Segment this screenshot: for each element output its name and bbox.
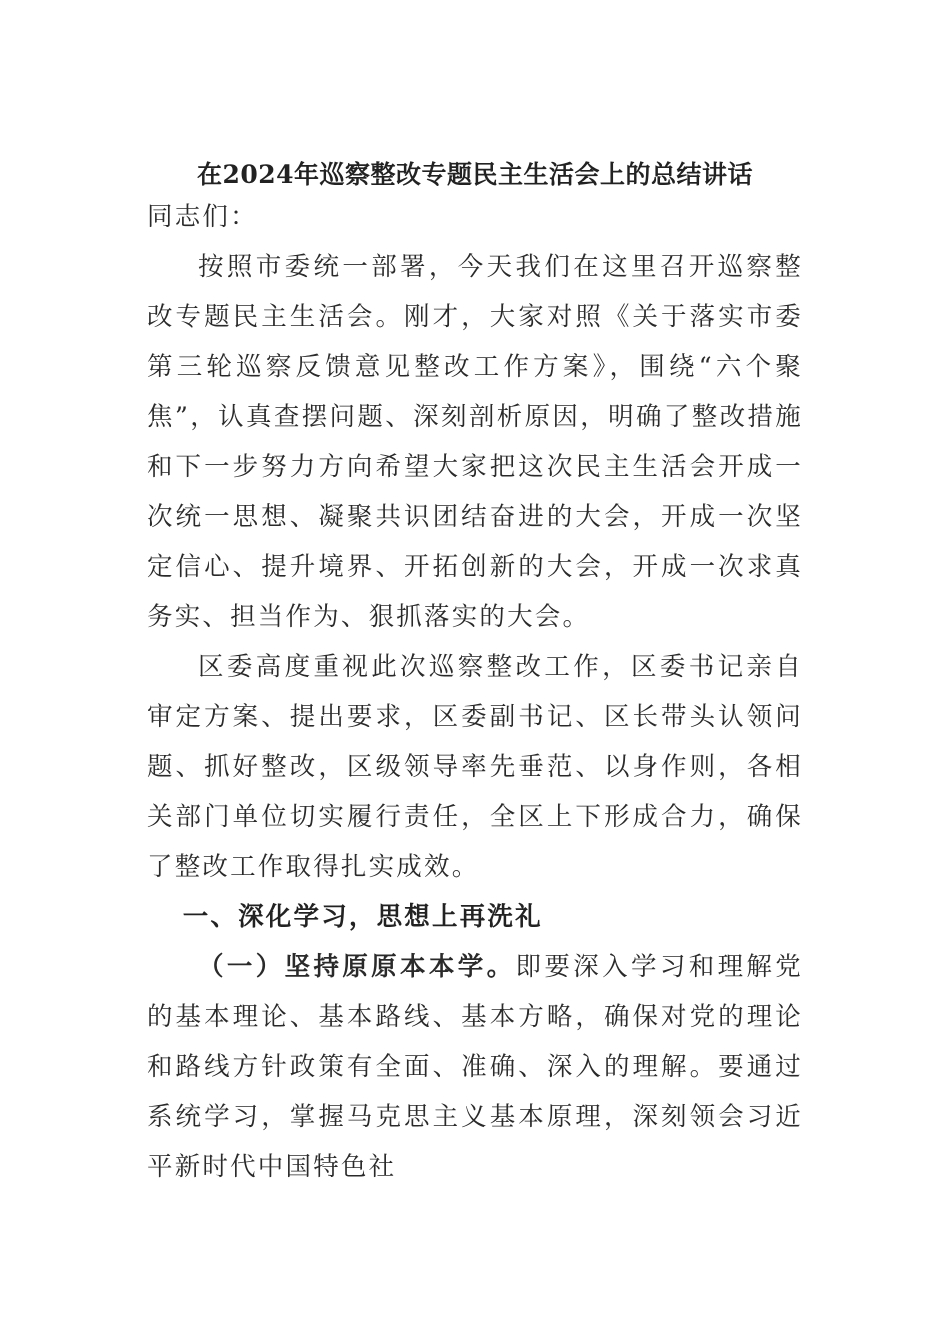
paragraph-opening: 按照市委统一部署，今天我们在这里召开巡察整改专题民主生活会。刚才，大家对照《关于落实市委第三轮巡察反馈意见整改工作方案》，围绕“六个聚焦”，认真查摆问题、深刻剖析原因，明确了整改措施和下一步努力方向希望大家把这次民主生活会开成一次统一思想、凝聚共识团结奋进的大会，开成一次坚定信心、提升境界、开拓创新的大会，开成一次求真务实、担当作为、狠抓落实的大会。 (147, 252, 803, 632)
subsection-lead: （一）坚持原原本本学。 (198, 952, 516, 982)
section-heading: 一、深化学习，思想上再洗礼 (182, 902, 543, 932)
subsection-paragraph (147, 942, 803, 1192)
paragraph-rectification: 区委高度重视此次巡察整改工作，区委书记亲自审定方案、提出要求，区委副书记、区长带头认领问题、抓好整改，区级领导率先垂范、以身作则，各相关部门单位切实履行责任，全区上下形成合力，确保了整改工作取得扎实成效。 (147, 652, 803, 882)
subsection-text: 即要深入学习和理解党的基本理论、基本路线、基本方略，确保对党的理论和路线方针政策有全面、准确、深入的理解。要通过系统学习，掌握马克思主义基本原理，深刻领会习近平新时代中国特色社 (147, 952, 803, 1182)
document-body (147, 192, 803, 1192)
document-title: 在2024年巡察整改专题民主生活会上的总结讲话 (196, 160, 754, 189)
greeting: 同志们： (147, 202, 258, 232)
